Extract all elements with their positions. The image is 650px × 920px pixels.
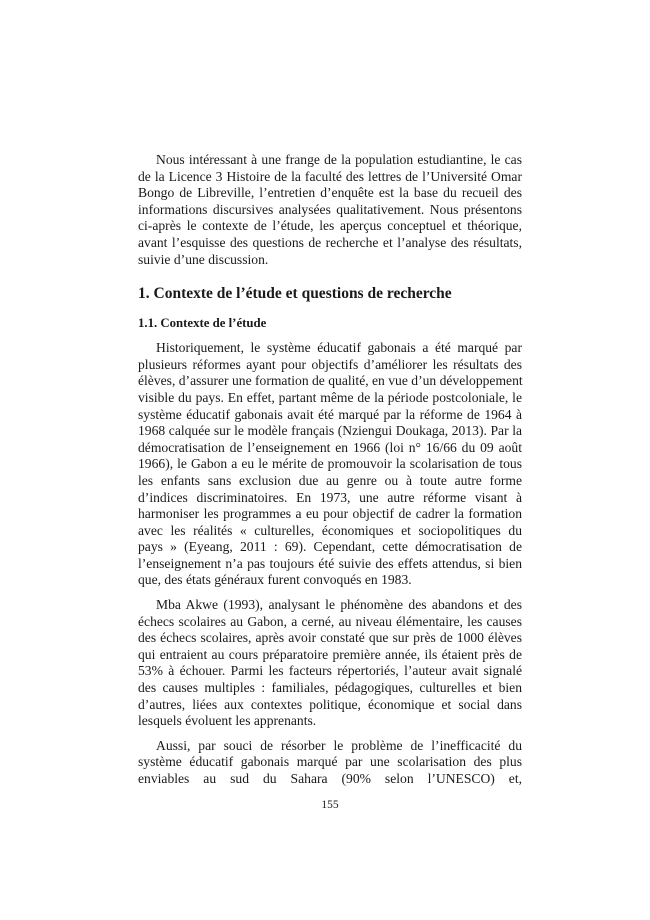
text-line: visible du pays. En effet, partant même de la période postcoloniale, le xyxy=(138,389,522,405)
paragraph-aussi xyxy=(138,738,522,788)
subsection-heading: 1.1. Contexte de l’étude xyxy=(138,316,267,331)
text-line: système éducatif gabonais avait été marqué par la réforme de 1964 à xyxy=(138,406,522,422)
paragraph-mba-akwe xyxy=(138,597,522,730)
text-line: que, des états généraux furent convoqués en 1983. xyxy=(138,572,412,588)
text-line: les enfants sans exclusion due au genre ou à toute autre forme xyxy=(138,472,522,488)
text-line: démocratisation de l’enseignement en 1966 (loi n° 16/66 du 09 août xyxy=(138,439,522,455)
text-line: Bongo de Libreville, l’entretien d’enquête est la base du recueil des xyxy=(138,185,522,201)
text-line: Mba Akwe (1993), analysant le phénomène des abandons et des xyxy=(156,597,522,613)
text-line: avant l’esquisse des questions de recherche et l’analyse des résultats, xyxy=(138,234,522,250)
text-line: élèves, d’assurer une formation de qualité, en vue d’un développement xyxy=(138,373,523,389)
text-line: Nous intéressant à une frange de la population estudiantine, le cas xyxy=(156,152,522,167)
text-line: des échecs scolaires, après avoir constaté que sur près de 1000 élèves xyxy=(138,630,522,646)
text-line: 53% à échouer. Parmi les facteurs répertoriés, l’auteur avait signalé xyxy=(138,663,522,679)
text-line: d’autres, liées aux contextes politique, économique et social dans xyxy=(138,696,522,712)
text-line: de la Licence 3 Histoire de la faculté des lettres de l’Université Omar xyxy=(138,168,522,184)
text-line: lesquels évoluent les apprenants. xyxy=(138,713,317,729)
paragraph-intro xyxy=(138,152,522,268)
section-heading: 1. Contexte de l’étude et questions de recherche xyxy=(138,285,452,303)
text-line: suivie d’une discussion. xyxy=(138,251,269,267)
text-line: avec les réalités « culturelles, économiques et sociopolitiques du xyxy=(138,522,522,538)
paragraph-historique xyxy=(138,340,522,589)
text-line: ci-après le contexte de l’étude, les aperçus conceptuel et théorique, xyxy=(138,218,522,234)
page-number: 155 xyxy=(321,798,339,811)
text-line: Aussi, par souci de résorber le problème de l’inefficacité du xyxy=(156,737,522,753)
text-line: 1966), le Gabon a eu le mérite de promouvoir la scolarisation de tous xyxy=(138,456,522,472)
text-line: harmoniser les programmes a eu pour objectif de cadrer la formation xyxy=(138,506,522,522)
text-line: système éducatif gabonais marqué par une scolarisation des plus xyxy=(138,754,522,770)
text-line: l’enseignement n’a pas toujours été suivie des effets attendus, si bien xyxy=(138,555,522,571)
text-line: 1968 calquée sur le modèle français (Nziengui Doukaga, 2013). Par la xyxy=(138,423,522,439)
page-body xyxy=(138,152,522,812)
text-line: d’indices discriminatoires. En 1973, une autre réforme visant à xyxy=(138,489,522,505)
text-line: pays » (Eyeang, 2011 : 69). Cependant, cette démocratisation de xyxy=(138,539,522,555)
text-line: Historiquement, le système éducatif gabonais a été marqué par xyxy=(156,340,522,356)
text-line: informations discursives analysées qualitativement. Nous présentons xyxy=(138,201,522,217)
text-line: qui entraient au cours préparatoire première année, ils étaient près de xyxy=(138,646,522,662)
text-line: des causes multiples : familiales, pédagogiques, culturelles et bien xyxy=(138,680,522,696)
text-line: plusieurs réformes ayant pour objectifs d’améliorer les résultats des xyxy=(138,356,522,372)
text-line: enviables au sud du Sahara (90% selon l’UNESCO) et, xyxy=(138,771,522,786)
text-line: échecs scolaires au Gabon, a cerné, au niveau élémentaire, les causes xyxy=(138,613,522,629)
